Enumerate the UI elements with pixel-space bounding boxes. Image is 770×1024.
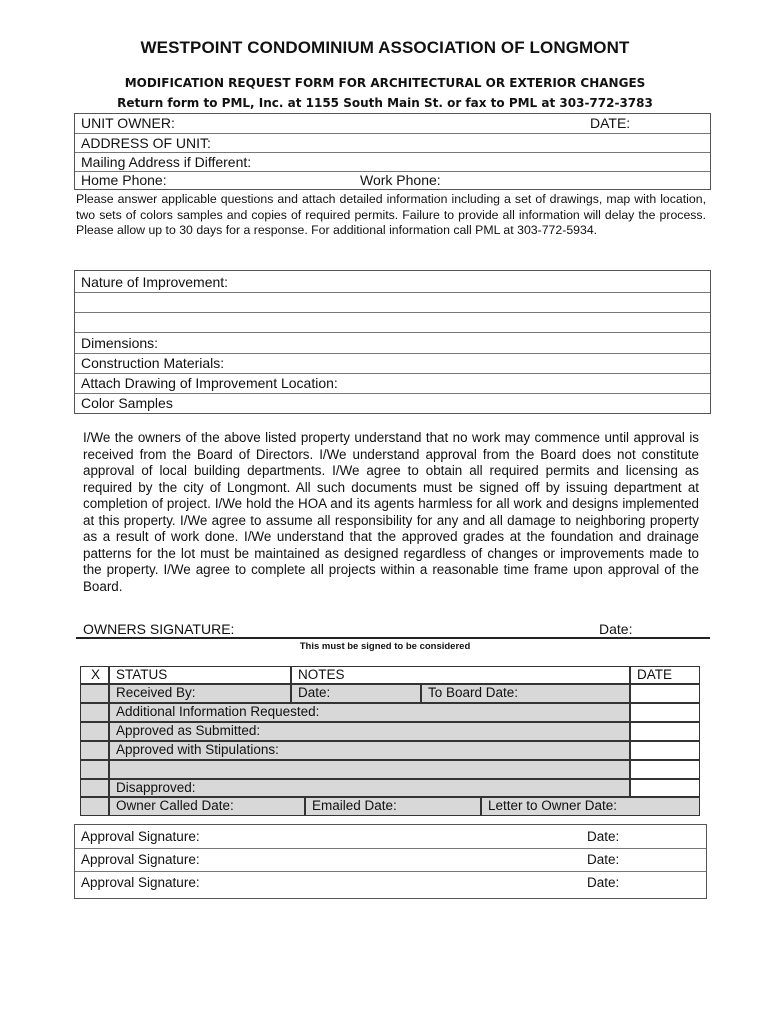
mailing-address-label: Mailing Address if Different: [81,154,252,170]
approved-stipulations-cell: Approved with Stipulations: [109,741,630,760]
received-date-field[interactable] [630,684,700,703]
checkbox-additional[interactable] [80,703,109,722]
approved-submitted-date-field[interactable] [630,722,700,741]
improvement-box [74,270,711,414]
disapproved-cell: Disapproved: [109,779,630,797]
approved-submitted-cell: Approved as Submitted: [109,722,630,741]
dimensions-label: Dimensions: [81,335,159,351]
form-subtitle: MODIFICATION REQUEST FORM FOR ARCHITECTURAL OR EXTERIOR CHANGES [124,76,646,90]
blank-date-field[interactable] [630,760,700,779]
drawing-location-label: Attach Drawing of Improvement Location: [81,375,338,391]
to-board-date-cell: To Board Date: [421,684,630,703]
approval-date-label: Date: [587,829,620,844]
signature-line [76,637,710,639]
status-table [80,666,700,816]
form-title: WESTPOINT CONDOMINIUM ASSOCIATION OF LONGMONT [140,38,630,57]
checkbox-disapproved[interactable] [80,779,109,797]
address-label: ADDRESS OF UNIT: [81,135,211,151]
approval-signature-label: Approval Signature: [81,875,200,890]
disapproved-date-field[interactable] [630,779,700,797]
notes-date-cell: Date: [291,684,421,703]
approved-stipulations-date-field[interactable] [630,741,700,760]
owner-info-box [74,113,711,190]
owner-date-label: DATE: [590,115,631,131]
additional-info-cell: Additional Information Requested: [109,703,630,722]
owner-called-cell: Owner Called Date: [109,797,305,816]
agreement-text: I/We the owners of the above listed property understand that no work may commence until approval is received from the Board of Directors. I/We understand approval from the Board does not constitute approval of local building departments. I/We agree to obtain all required permits and licensing as required by the city of Longmont. All such documents must be signed off by issuing department at completion of project. I/We hold the HOA and its agents harmless for all work and designs implemented at this property. I/We agree to assume all responsibility for any and all damage to neighboring property as a result of work done. I/We understand that the approved grades at the foundation and drainage patterns for the lot must be maintained as designed regardless of changes or improvements made to the property. I/We agree to complete all projects within a reasonable time frame upon approval of the Board. [83,430,699,594]
x-column-header: X [80,666,109,684]
notes-header: NOTES [291,666,630,684]
color-samples-label: Color Samples [81,395,173,411]
blank-row-cell [109,760,630,779]
checkbox-received[interactable] [80,684,109,703]
checkbox-blank[interactable] [80,760,109,779]
approval-signature-label: Approval Signature: [81,829,200,844]
approval-signatures-box [74,824,707,899]
checkbox-owner-called[interactable] [80,797,109,816]
work-phone-label: Work Phone: [360,172,441,188]
return-instructions: Return form to PML, Inc. at 1155 South Main St. or fax to PML at 303-772-3783 [117,96,653,110]
additional-date-field[interactable] [630,703,700,722]
construction-materials-label: Construction Materials: [81,355,225,371]
approval-date-label: Date: [587,875,620,890]
checkbox-approved-stipulations[interactable] [80,741,109,760]
home-phone-label: Home Phone: [81,172,167,188]
nature-of-improvement-label: Nature of Improvement: [81,274,229,290]
approval-signature-label: Approval Signature: [81,852,200,867]
status-header: STATUS [109,666,291,684]
received-by-cell: Received By: [109,684,291,703]
owners-signature-date-label: Date: [599,621,633,637]
approval-date-label: Date: [587,852,620,867]
instructions-text: Please answer applicable questions and attach detailed information including a set of drawings, map with location, two sets of colors samples and copies of required permits. Failure to provide all information will delay the process. Please allow up to 30 days for a response. For additional information call PML at 303-772-5934. [76,192,706,238]
emailed-date-cell: Emailed Date: [305,797,481,816]
letter-to-owner-cell: Letter to Owner Date: [481,797,700,816]
unit-owner-label: UNIT OWNER: [81,115,175,131]
signature-note: This must be signed to be considered [299,641,471,652]
owners-signature-label: OWNERS SIGNATURE: [83,621,235,637]
date-header: DATE [630,666,700,684]
checkbox-approved-submitted[interactable] [80,722,109,741]
